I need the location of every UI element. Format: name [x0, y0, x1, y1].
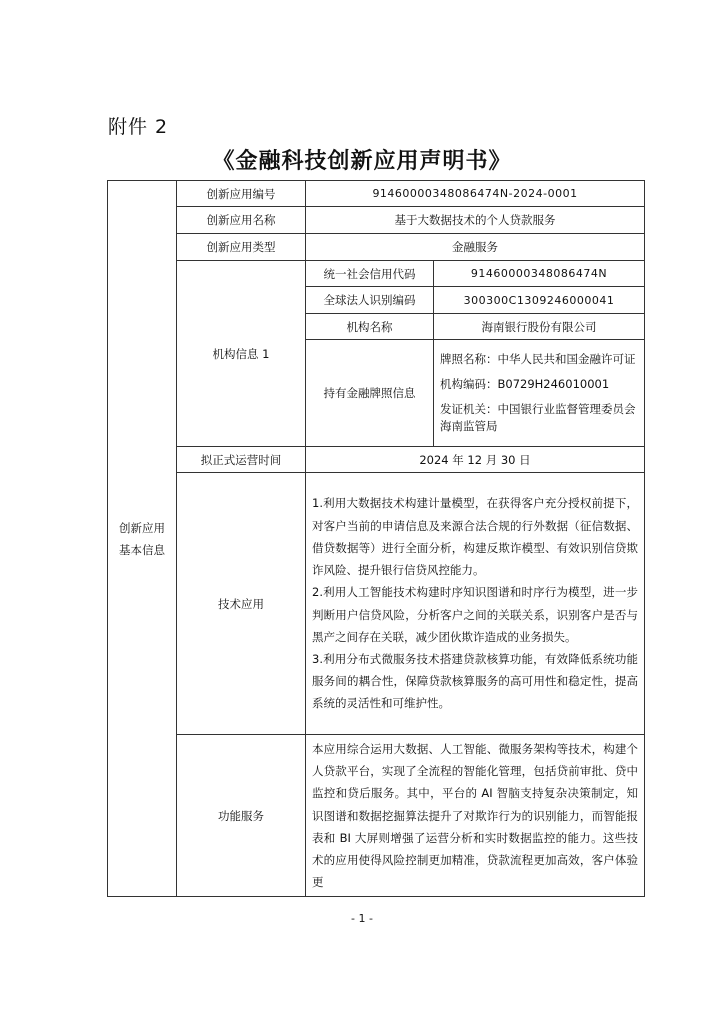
table-row — [108, 447, 645, 473]
app-name-label: 创新应用名称 — [177, 207, 306, 234]
func-label: 功能服务 — [177, 735, 306, 897]
attachment-label: 附件 2 — [108, 116, 169, 138]
table-row — [108, 735, 645, 897]
table-row — [108, 207, 645, 234]
table-row — [108, 234, 645, 261]
credit-code-value: 91460000348086474N — [434, 261, 645, 287]
license-issuer: 发证机关：中国银行业监督管理委员会海南监管局 — [440, 402, 636, 433]
license-name: 牌照名称：中华人民共和国金融许可证 — [440, 352, 636, 366]
app-code-value: 91460000348086474N-2024-0001 — [306, 181, 645, 207]
func-text: 本应用综合运用大数据、人工智能、微服务架构等技术，构建个人贷款平台，实现了全流程的智能化管理，包括贷前审批、贷中监控和贷后服务。其中，平台的 AI 智脑支持复杂决策制定，知识图谱和数据挖掘算法提升了对欺诈行为的识别能力，而智能报表和 BI 大屏则增强了运营分析和实时数据监控的能力。这些技术的应用使得风险控制更加精准，贷款流程更加高效，客户体验更 — [312, 742, 639, 890]
tech-item-1: 1.利用大数据技术构建计量模型，在获得客户充分授权前提下，对客户当前的申请信息及来源合法合规的行外数据（征信数据、借贷数据等）进行全面分析，构建反欺诈模型、有效识别信贷欺诈风险、提升银行信贷风控能力。 — [312, 496, 639, 578]
app-name-value: 基于大数据技术的个人贷款服务 — [306, 207, 645, 234]
app-type-label: 创新应用类型 — [177, 234, 306, 261]
org-name-value: 海南银行股份有限公司 — [434, 314, 645, 340]
func-content — [306, 735, 645, 897]
lei-value: 300300C1309246000041 — [434, 287, 645, 314]
launch-value: 2024 年 12 月 30 日 — [306, 447, 645, 473]
table-row — [108, 473, 645, 735]
tech-label: 技术应用 — [177, 473, 306, 735]
table-row — [108, 261, 645, 287]
org-info-label: 机构信息 1 — [177, 261, 306, 447]
app-code-label: 创新应用编号 — [177, 181, 306, 207]
document-title: 《金融科技创新应用声明书》 — [212, 149, 512, 174]
launch-label: 拟正式运营时间 — [177, 447, 306, 473]
lei-label: 全球法人识别编码 — [306, 287, 434, 314]
tech-item-3: 3.利用分布式微服务技术搭建贷款核算功能，有效降低系统功能服务间的耦合性，保障贷款核算服务的高可用性和稳定性，提高系统的灵活性和可维护性。 — [312, 651, 639, 711]
credit-code-label: 统一社会信用代码 — [306, 261, 434, 287]
declaration-table — [107, 180, 645, 897]
license-label: 持有金融牌照信息 — [306, 340, 434, 447]
license-info — [434, 340, 645, 447]
app-type-value: 金融服务 — [306, 234, 645, 261]
section-label: 创新应用基本信息 — [108, 181, 177, 897]
table-row — [108, 181, 645, 207]
org-name-label: 机构名称 — [306, 314, 434, 340]
license-code: 机构编码：B0729H246010001 — [440, 377, 610, 391]
tech-item-2: 2.利用人工智能技术构建时序知识图谱和时序行为模型，进一步判断用户信贷风险，分析客户之间的关联关系，识别客户是否与黑产之间存在关联，减少团伙欺诈造成的业务损失。 — [312, 585, 639, 644]
tech-content — [306, 473, 645, 735]
page-number: - 1 - — [351, 912, 373, 925]
